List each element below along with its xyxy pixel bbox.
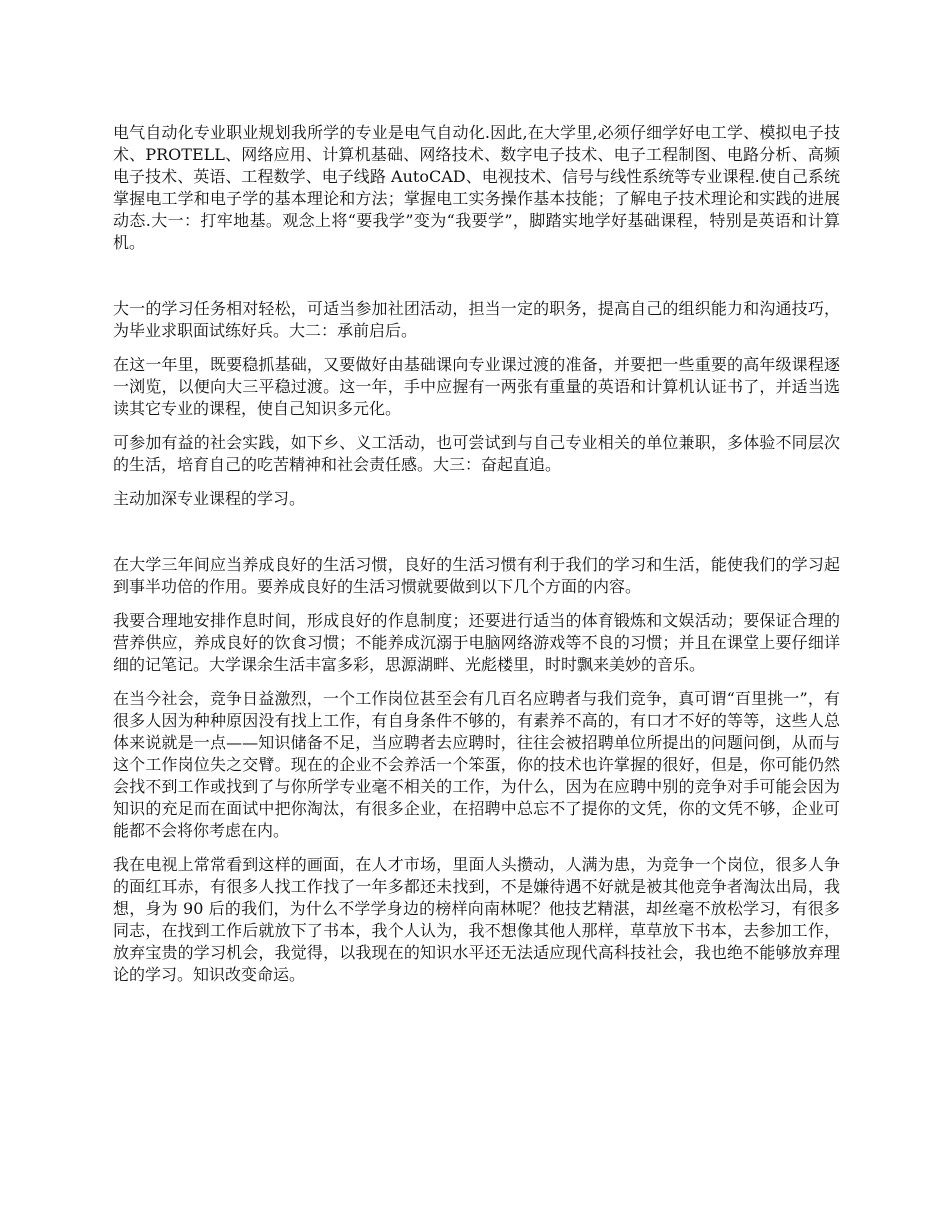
document-body [113, 122, 840, 998]
paragraph-4: 可参加有益的社会实践，如下乡、义工活动，也可尝试到与自己专业相关的单位兼职，多体验不同层次的生活，培育自己的吃苦精神和社会责任感。大三：奋起直追。 [113, 433, 840, 474]
paragraph-7: 我要合理地安排作息时间，形成良好的作息制度；还要进行适当的体育锻炼和文娱活动；要保证合理的营养供应，养成良好的饮食习惯；不能养成沉溺于电脑网络游戏等不良的习惯；并且在课堂上要仔细详细的记笔记。大学课余生活丰富多彩，思源湖畔、光彪楼里，时时飘来美妙的音乐。 [113, 611, 840, 674]
paragraph-9: 我在电视上常常看到这样的画面，在人才市场，里面人头攒动，人满为患，为竞争一个岗位，很多人争的面红耳赤，有很多人找工作找了一年多都还未找到，不是嫌待遇不好就是被其他竞争者淘汰出局，我想，身为 90 后的我们，为什么不学学身边的榜样向南林呢？他技艺精湛，却丝毫不放松学习，有很多同志，在找到工作后就放下了书本，我个人认为，我不想像其他人那样，草草放下书本，去参加工作，放弃宝贵的学习机会，我觉得，以我现在的知识水平还无法适应现代高科技社会，我也绝不能够放弃理论的学习。知识改变命运。 [113, 855, 840, 984]
paragraph-5: 主动加深专业课程的学习。 [113, 489, 306, 508]
paragraph-3: 在这一年里，既要稳抓基础，又要做好由基础课向专业课过渡的准备，并要把一些重要的高年级课程逐一浏览，以便向大三平稳过渡。这一年，手中应握有一两张有重量的英语和计算机认证书了，并适当选读其它专业的课程，使自己知识多元化。 [113, 355, 840, 418]
paragraph-6: 在大学三年间应当养成良好的生活习惯，良好的生活习惯有利于我们的学习和生活，能使我们的学习起到事半功倍的作用。要养成良好的生活习惯就要做到以下几个方面的内容。 [113, 555, 840, 596]
paragraph-1: 电气自动化专业职业规划我所学的专业是电气自动化.因此,在大学里,必须仔细学好电工学、模拟电子技术、PROTELL、网络应用、计算机基础、网络技术、数字电子技术、电子工程制图、电路分析、高频电子技术、英语、工程数学、电子线路 AutoCAD、电视技术、信号与线性系统等专业课程.使自己系统掌握电工学和电子学的基本理论和方法；掌握电工实务操作基本技能；了解电子技术理论和实践的进展动态.大一：打牢地基。观念上将“要我学”变为“我要学”，脚踏实地学好基础课程，特别是英语和计算机。 [113, 123, 840, 252]
paragraph-8: 在当今社会，竞争日益激烈，一个工作岗位甚至会有几百名应聘者与我们竞争，真可谓“百里挑一”，有很多人因为种种原因没有找上工作，有自身条件不够的，有素养不高的，有口才不好的等等，这些人总体来说就是一点——知识储备不足，当应聘者去应聘时，往往会被招聘单位所提出的问题问倒，从而与这个工作岗位失之交臂。现在的企业不会养活一个笨蛋，你的技术也许掌握的很好，但是，你可能仍然会找不到工作或找到了与你所学专业毫不相关的工作，为什么，因为在应聘中别的竞争对手可能会因为知识的充足而在面试中把你淘汰，有很多企业，在招聘中总忘不了提你的文凭，你的文凭不够，企业可能都不会将你考虑在内。 [113, 689, 840, 840]
paragraph-2: 大一的学习任务相对轻松，可适当参加社团活动，担当一定的职务，提高自己的组织能力和沟通技巧，为毕业求职面试练好兵。大二：承前启后。 [113, 299, 840, 340]
